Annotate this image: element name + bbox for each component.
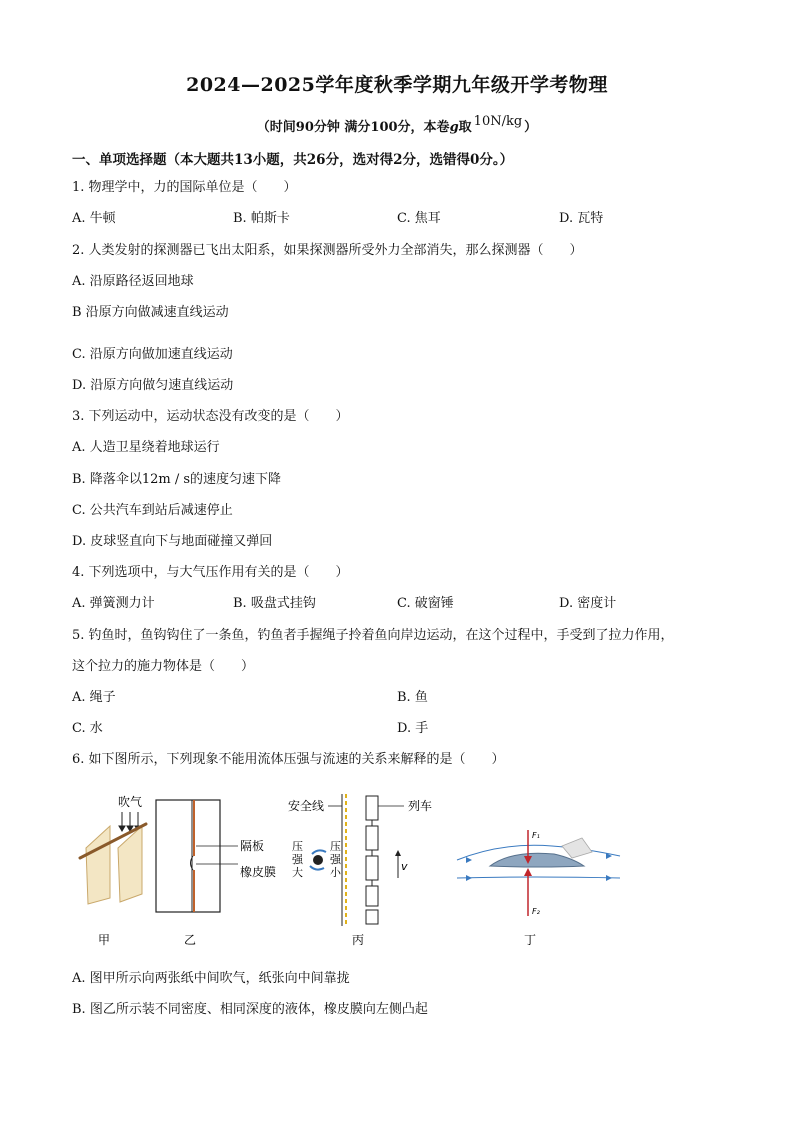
- option: A. 绳子: [72, 690, 116, 705]
- membrane-label: 橡皮膜: [240, 865, 277, 879]
- question-stem: 5. 钓鱼时，鱼钩钩住了一条鱼，钓鱼者手握绳子拎着鱼向岸边运动，在这个过程中，手受到了拉力作用，: [72, 628, 674, 643]
- option: A. 牛顿: [72, 211, 116, 226]
- option: D. 手: [397, 721, 429, 736]
- f2-label: F₂: [532, 907, 540, 916]
- figure-ding: [457, 830, 620, 947]
- exam-info: [0, 116, 794, 135]
- figure-bing: [288, 794, 432, 947]
- question-stem-line2: 这个拉力的施力物体是（ ）: [72, 659, 255, 674]
- question-stem: 6. 如下图所示，下列现象不能用流体压强与流速的关系来解释的是（ ）: [72, 752, 505, 767]
- option: A. 图甲所示向两张纸中间吹气，纸张向中间靠拢: [72, 971, 350, 986]
- g-symbol: g: [449, 120, 459, 135]
- take-text: 取: [458, 120, 472, 135]
- figure-label-bing: 丙: [352, 933, 365, 947]
- p-small-3: 小: [330, 866, 341, 879]
- figure-label-jia: 甲: [98, 933, 111, 947]
- p-big-2: 强: [292, 853, 303, 866]
- q6-figure: [72, 786, 632, 960]
- option: C. 水: [72, 721, 103, 736]
- option: C. 沿原方向做加速直线运动: [72, 347, 233, 362]
- g-value: 10N/kg: [473, 114, 523, 129]
- question-stem: 4. 下列选项中，与大气压作用有关的是（ ）: [72, 565, 349, 580]
- option: C. 公共汽车到站后减速停止: [72, 503, 233, 518]
- option: B 沿原方向做减速直线运动: [72, 305, 229, 320]
- option: A. 人造卫星绕着地球运行: [72, 440, 220, 455]
- figure-jia: [80, 794, 146, 947]
- train-label: 列车: [408, 799, 433, 813]
- partition-label: 隔板: [240, 839, 265, 853]
- option: B. 鱼: [397, 690, 428, 705]
- option: A. 沿原路径返回地球: [72, 274, 194, 289]
- option: B. 吸盘式挂钩: [233, 596, 316, 611]
- option: B. 帕斯卡: [233, 211, 290, 226]
- safety-line-label: 安全线: [288, 799, 325, 813]
- option: D. 沿原方向做匀速直线运动: [72, 378, 234, 393]
- question-stem: 1. 物理学中，力的国际单位是（ ）: [72, 180, 297, 195]
- question-stem: 3. 下列运动中，运动状态没有改变的是（ ）: [72, 409, 349, 424]
- figure-yi: [156, 800, 276, 947]
- blow-label: 吹气: [118, 795, 143, 809]
- option: D. 皮球竖直向下与地面碰撞又弹回: [72, 534, 273, 549]
- exam-info-text: （时间90分钟 满分100分，本卷: [256, 120, 450, 135]
- f1-label: F₁: [532, 831, 540, 840]
- option: B. 图乙所示装不同密度、相同深度的液体，橡皮膜向左侧凸起: [72, 1002, 428, 1017]
- section-heading: 一、单项选择题（本大题共13小题，共26分，选对得2分，选错得0分。）: [72, 152, 514, 168]
- option: D. 密度计: [559, 596, 617, 611]
- option: A. 弹簧测力计: [72, 596, 155, 611]
- exam-info-end: ）: [524, 120, 538, 135]
- p-small-2: 强: [330, 853, 341, 866]
- option: C. 破窗锤: [397, 596, 454, 611]
- option: D. 瓦特: [559, 211, 604, 226]
- q6-figure-svg: [72, 786, 632, 956]
- question-stem: 2. 人类发射的探测器已飞出太阳系，如果探测器所受外力全部消失，那么探测器（ ）: [72, 243, 583, 258]
- p-small-1: 压: [330, 840, 341, 853]
- option: C. 焦耳: [397, 211, 441, 226]
- p-big-3: 大: [292, 866, 303, 879]
- p-big-1: 压: [292, 840, 303, 853]
- figure-label-yi: 乙: [184, 933, 197, 947]
- person-icon: [313, 855, 323, 865]
- page-title: 2024—2025学年度秋季学期九年级开学考物理: [186, 74, 608, 96]
- velocity-label: v: [401, 860, 408, 873]
- option: B. 降落伞以12m / s的速度匀速下降: [72, 472, 282, 487]
- figure-label-ding: 丁: [524, 933, 537, 947]
